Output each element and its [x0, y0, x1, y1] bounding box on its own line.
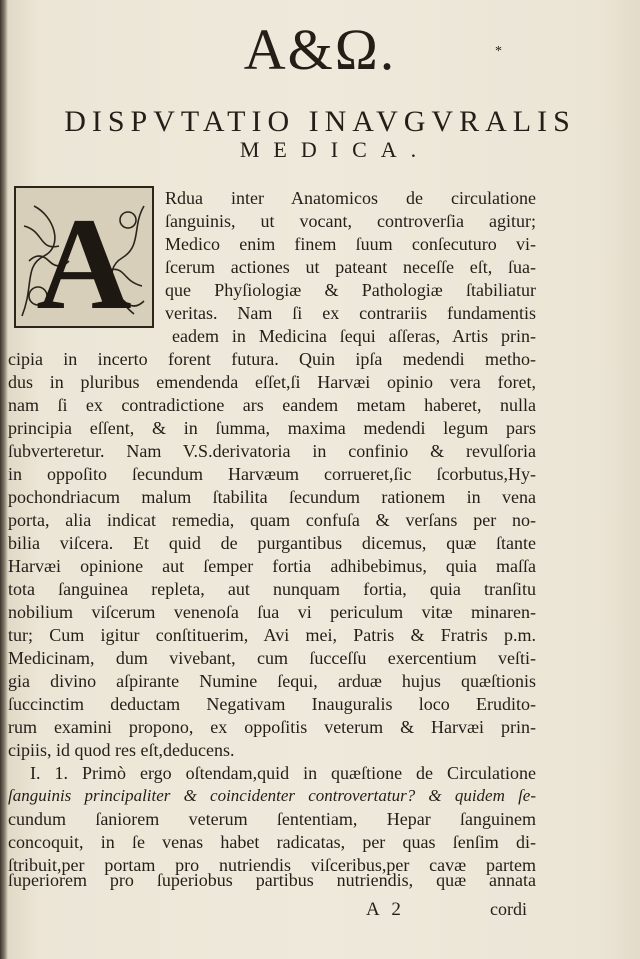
dissertation-subheading: MEDICA. [239, 137, 431, 162]
ornament-initial-icon [14, 186, 154, 328]
text-line: cipia in incerto forent futura. Quin ipſa medendi metho- [8, 349, 536, 369]
text-line: ſuperiorem pro ſuperiobus partibus nutriendis, quæ annata [8, 870, 536, 890]
text-line: in oppoſito ſecundum Harvæum corrueret,ſic ſcorbutus,Hy- [8, 464, 536, 484]
text-line: bilia viſcera. Et quid de purgantibus dicemus, quæ ſtante [8, 533, 536, 553]
text-line: que Phyſiologiæ & Pathologiæ ſtabiliatur [165, 280, 536, 300]
text-line: Harvæi opinione aut ſemper fortia adhibebimus, quia maſſa [8, 556, 536, 576]
svg-text:A: A [36, 190, 132, 328]
page-title: A&Ω. [243, 17, 397, 82]
text-line: ſtribuit,per portam pro nutriendis viſceribus,per cavæ partem [8, 855, 536, 875]
text-line: ſubverteretur. Nam V.S.derivatoria in confinio & revulſoria [8, 441, 536, 461]
text-line: I. 1. Primò ergo oſtendam,quid in quæſtione de Circulatione [30, 763, 536, 783]
catchword: cordi [490, 899, 527, 919]
text-line: ſanguinis principaliter & coincidenter controvertatur? & quidem ſe- [8, 786, 536, 805]
decorated-initial-a [14, 186, 154, 328]
text-line: nobilium viſcerum venenoſa ſua vi periculum vitæ minaren- [8, 602, 536, 622]
text-line: porta, alia indicat remedia, quam confuſa & verſans per no- [8, 510, 536, 530]
text-line: nam ſi ex contradictione ars eandem metam haberet, nulla [8, 395, 536, 415]
text-line: veritas. Nam ſi ex contrariis fundamentis [165, 303, 536, 323]
text-line: ſcerum actiones ut pateant neceſſe eſt, ſua- [165, 257, 536, 277]
text-line: concoquit, in ſe venas habet radicatas, per quas ſenſim di- [8, 832, 536, 852]
text-line: Medico enim finem ſuum conſecuturo vi- [165, 234, 536, 254]
text-line: Rdua inter Anatomicos de circulatione [165, 188, 536, 208]
title-ornament-mark: * [495, 44, 502, 59]
text-line: principia eſſent, & in ſumma, maxima medendi legum pars [8, 418, 536, 438]
text-line: rum examini propono, ex oppoſitis veterum & Harvæi prin- [8, 717, 536, 737]
text-line: tota ſanguinea repleta, aut nunquam fortia, quia tranſitu [8, 579, 536, 599]
dissertation-heading: DISPVTATIO INAVGVRALIS [64, 105, 576, 138]
text-line: cundum ſaniorem veterum ſententiam, Hepar ſanguinem [8, 809, 536, 829]
text-line: Medicinam, dum vivebant, cum ſucceſſu exercentium veſti- [8, 648, 536, 668]
text-line: eadem in Medicina ſequi aſſeras, Artis prin- [172, 326, 536, 346]
text-line: ſanguinis, ut vocant, controverſia agitur; [165, 211, 536, 231]
text-line: pochondriacum malum ſtabilita ſecundum rationem in vena [8, 487, 536, 507]
text-line: dus in pluribus emendenda eſſet,ſi Harvæi opinio vera foret, [8, 372, 536, 392]
signature-mark: A 2 [366, 899, 405, 920]
text-line: tur; Cum igitur conſtituerim, Avi mei, Patris & Fratris p.m. [8, 625, 536, 645]
text-line: ſuccinctim deductam Negativam Inauguralis loco Erudito- [8, 694, 536, 714]
text-line: gia divino aſpirante Numine ſequi, arduæ hujus quæſtionis [8, 671, 536, 691]
text-line: cipiis, id quod res eſt,deducens. [8, 740, 235, 760]
